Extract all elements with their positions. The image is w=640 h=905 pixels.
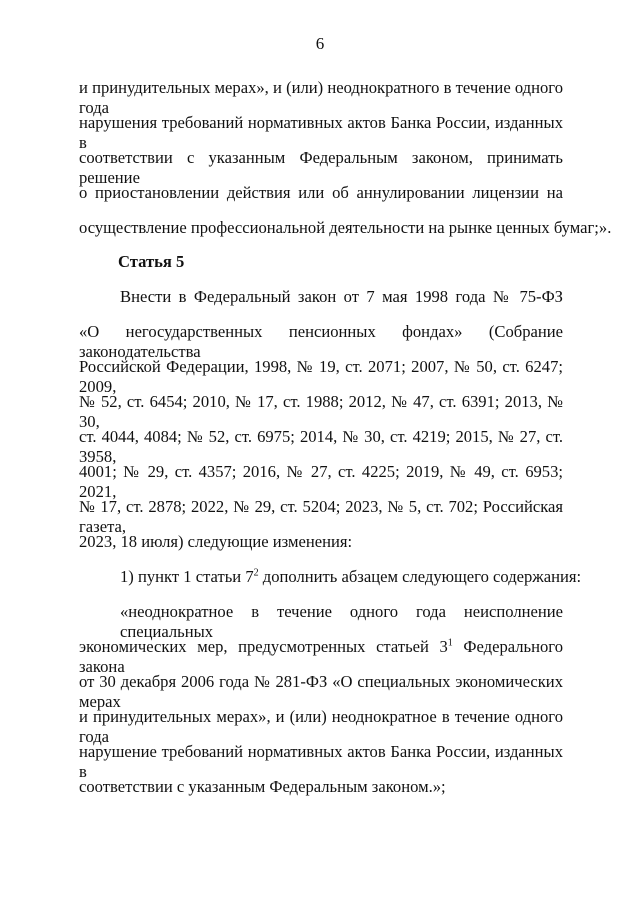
- quote-line: нарушение требований нормативных актов Банка России, изданных в: [79, 742, 563, 781]
- text-line: соответствии с указанным Федеральным законом, принимать решение: [79, 148, 563, 187]
- text-line: о приостановлении действия или об аннулировании лицензии на: [79, 183, 563, 202]
- page-number: 6: [315, 34, 325, 53]
- superscript: 1: [447, 637, 453, 649]
- quote-line: от 30 декабря 2006 года № 281-ФЗ «О специальных экономических мерах: [79, 672, 563, 711]
- text-line: нарушения требований нормативных актов Банка России, изданных в: [79, 113, 563, 152]
- quote-line: «неоднократное в течение одного года неисполнение специальных: [120, 602, 563, 641]
- quote-line: и принудительных мерах», и (или) неоднократное в течение одного года: [79, 707, 563, 746]
- item-text: 1) пункт 1 статьи 7: [120, 567, 254, 586]
- text-line: № 52, ст. 6454; 2010, № 17, ст. 1988; 2012, № 47, ст. 6391; 2013, № 30,: [79, 392, 563, 431]
- text-line: ст. 4044, 4084; № 52, ст. 6975; 2014, № 30, ст. 4219; 2015, № 27, ст. 3958,: [79, 427, 563, 466]
- article-heading: Статья 5: [118, 252, 185, 271]
- text-line: Внести в Федеральный закон от 7 мая 1998 года № 75-ФЗ: [120, 287, 563, 306]
- quote-line: [79, 637, 563, 677]
- text-line: осуществление профессиональной деятельности на рынке ценных бумаг;».: [79, 218, 612, 237]
- text-line: № 17, ст. 2878; 2022, № 29, ст. 5204; 2023, № 5, ст. 702; Российская газета,: [79, 497, 563, 536]
- text-line: 2023, 18 июля) следующие изменения:: [79, 532, 353, 551]
- list-item: [120, 567, 582, 587]
- quote-text: экономических мер, предусмотренных статьей 3: [79, 637, 448, 656]
- quote-text: Федерального закона: [79, 637, 563, 676]
- text-line: 4001; № 29, ст. 4357; 2016, № 27, ст. 4225; 2019, № 49, ст. 6953; 2021,: [79, 462, 563, 501]
- text-line: и принудительных мерах», и (или) неоднократного в течение одного года: [79, 78, 563, 117]
- item-text: дополнить абзацем следующего содержания:: [258, 567, 582, 586]
- superscript: 2: [253, 567, 259, 579]
- text-line: Российской Федерации, 1998, № 19, ст. 2071; 2007, № 50, ст. 6247; 2009,: [79, 357, 563, 396]
- text-line: «О негосударственных пенсионных фондах» (Собрание законодательства: [79, 322, 563, 361]
- quote-line: соответствии с указанным Федеральным законом.»;: [79, 777, 446, 796]
